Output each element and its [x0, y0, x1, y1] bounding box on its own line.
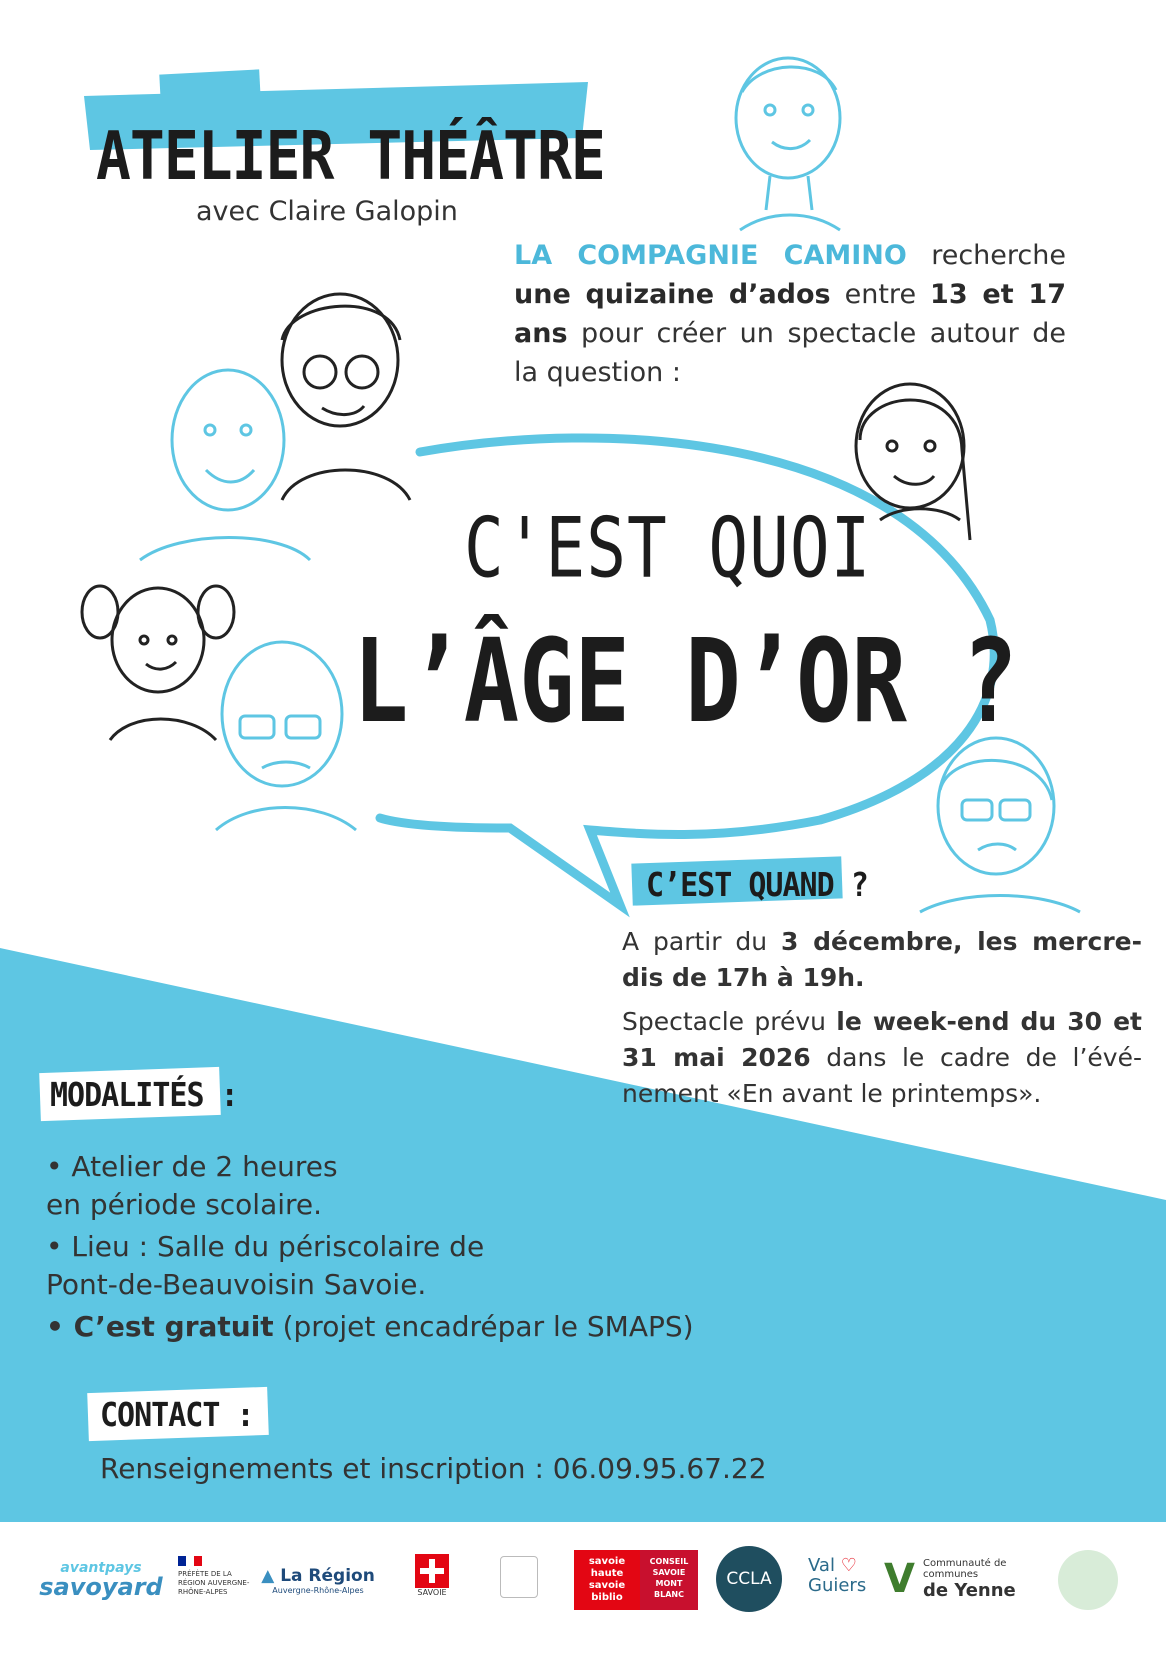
contact-heading: CONTACT : [100, 1396, 254, 1435]
logo-avantpays-savoyard [36, 1560, 166, 1601]
yenne-sub: Communauté de communes [922, 1557, 1007, 1580]
title-highlight-2 [159, 69, 260, 104]
modalite-2-line-1: • Lieu : Salle du périscolaire de [46, 1230, 485, 1263]
prefecture-text: PRÉFÈTE DE LA RÉGION AUVERGNE-RHÔNE-ALPES [178, 1570, 250, 1596]
intro-text-2: entre [830, 279, 931, 310]
face-bearded [140, 370, 310, 560]
when-p2-text: Spectacle prévu [622, 1007, 837, 1036]
valguiers-1: Val [808, 1555, 835, 1576]
logo-la-region [258, 1566, 378, 1595]
savoie-cross-icon [415, 1554, 449, 1588]
logo-savoie-biblio [574, 1550, 698, 1610]
intro-text-1: recherche [906, 240, 1066, 271]
when-text [622, 924, 1142, 1120]
logo-smaps-avatar [1058, 1550, 1118, 1610]
face-woman-right [856, 384, 970, 540]
region-text: La Région [280, 1566, 375, 1586]
modalite-3-rest: (projet encadrépar le SMAPS) [273, 1310, 694, 1343]
when-p2-bold: le week-end du 30 et 31 mai 2026 [622, 1007, 1142, 1072]
face-top-right [736, 58, 840, 230]
logo-ccla: CCLA [716, 1546, 782, 1612]
french-flag-icon [178, 1556, 202, 1566]
region-title [258, 1566, 378, 1586]
modalite-item-3 [46, 1308, 694, 1346]
valguiers-2: Guiers [808, 1575, 867, 1596]
modalites-heading: MODALITÉS : [50, 1076, 238, 1115]
question-line-1: C'EST QUOI [464, 500, 872, 597]
page-title: ATELIER THÉÂTRE [96, 116, 605, 196]
logo-prefecture [178, 1556, 250, 1597]
region-sub: Auvergne-Rhône-Alpes [272, 1586, 364, 1595]
modalite-3-bold: • C’est gratuit [46, 1310, 274, 1343]
modalite-2-line-2: Pont-de-Beauvoisin Savoie. [46, 1268, 427, 1301]
logo-avantpays-top: avantpays [60, 1560, 142, 1576]
contact-phone[interactable]: 06.09.95.67.22 [552, 1452, 767, 1485]
when-p1-bold: 3 décembre, les mercre-dis de 17h à 19h. [622, 927, 1142, 992]
logo-savoie [404, 1554, 460, 1597]
education-icon [500, 1556, 538, 1598]
intro-text-3: pour créer un spectacle autour de la question : [514, 318, 1066, 388]
face-glasses-woman [282, 294, 410, 500]
region-triangle-icon: ▲ [261, 1566, 281, 1586]
modalite-1-line-2: en période scolaire. [46, 1188, 323, 1221]
when-heading: C’EST QUAND ? [646, 866, 868, 905]
when-p2-text-end: dans le cadre de l’évé-nement «En avant le printemps». [622, 1043, 1142, 1108]
logo-education [500, 1556, 540, 1598]
intro-bold-1: une quizaine d’ados [514, 279, 831, 310]
contact-line [100, 1452, 767, 1485]
savoie-text: SAVOIE [417, 1588, 447, 1597]
page-subtitle: avec Claire Galopin [196, 196, 458, 227]
modalite-item-1 [46, 1148, 694, 1224]
yenne-v-icon: V [884, 1556, 915, 1602]
modalite-item-2 [46, 1228, 694, 1304]
face-girl [82, 586, 234, 740]
conseil-text: CONSEIL SAVOIE MONT BLANC [640, 1550, 698, 1610]
heart-icon: ♡ [840, 1555, 857, 1576]
question-line-2: L’ÂGE D’OR ? [353, 614, 1018, 749]
modalites-list [46, 1148, 694, 1350]
logo-val-guiers [808, 1556, 878, 1596]
modalite-1-line-1: • Atelier de 2 heures [46, 1150, 338, 1183]
logo-yenne [884, 1556, 1064, 1602]
face-man-bottom-right [920, 738, 1080, 912]
when-paragraph-2 [622, 1004, 1142, 1112]
logo-avantpays-main: savoyard [39, 1573, 163, 1601]
biblio-text: savoie haute savoie biblio [574, 1550, 640, 1610]
company-name: LA COMPAGNIE CAMINO [514, 240, 907, 271]
face-old-man [216, 642, 356, 830]
when-p1-text: A partir du [622, 927, 782, 956]
intro-bold-2: 13 et 17 ans [514, 279, 1066, 349]
when-paragraph-1 [622, 924, 1142, 996]
intro-paragraph [514, 236, 1066, 392]
contact-label: Renseignements et inscription : [100, 1452, 553, 1485]
yenne-main: de Yenne [922, 1579, 1016, 1601]
